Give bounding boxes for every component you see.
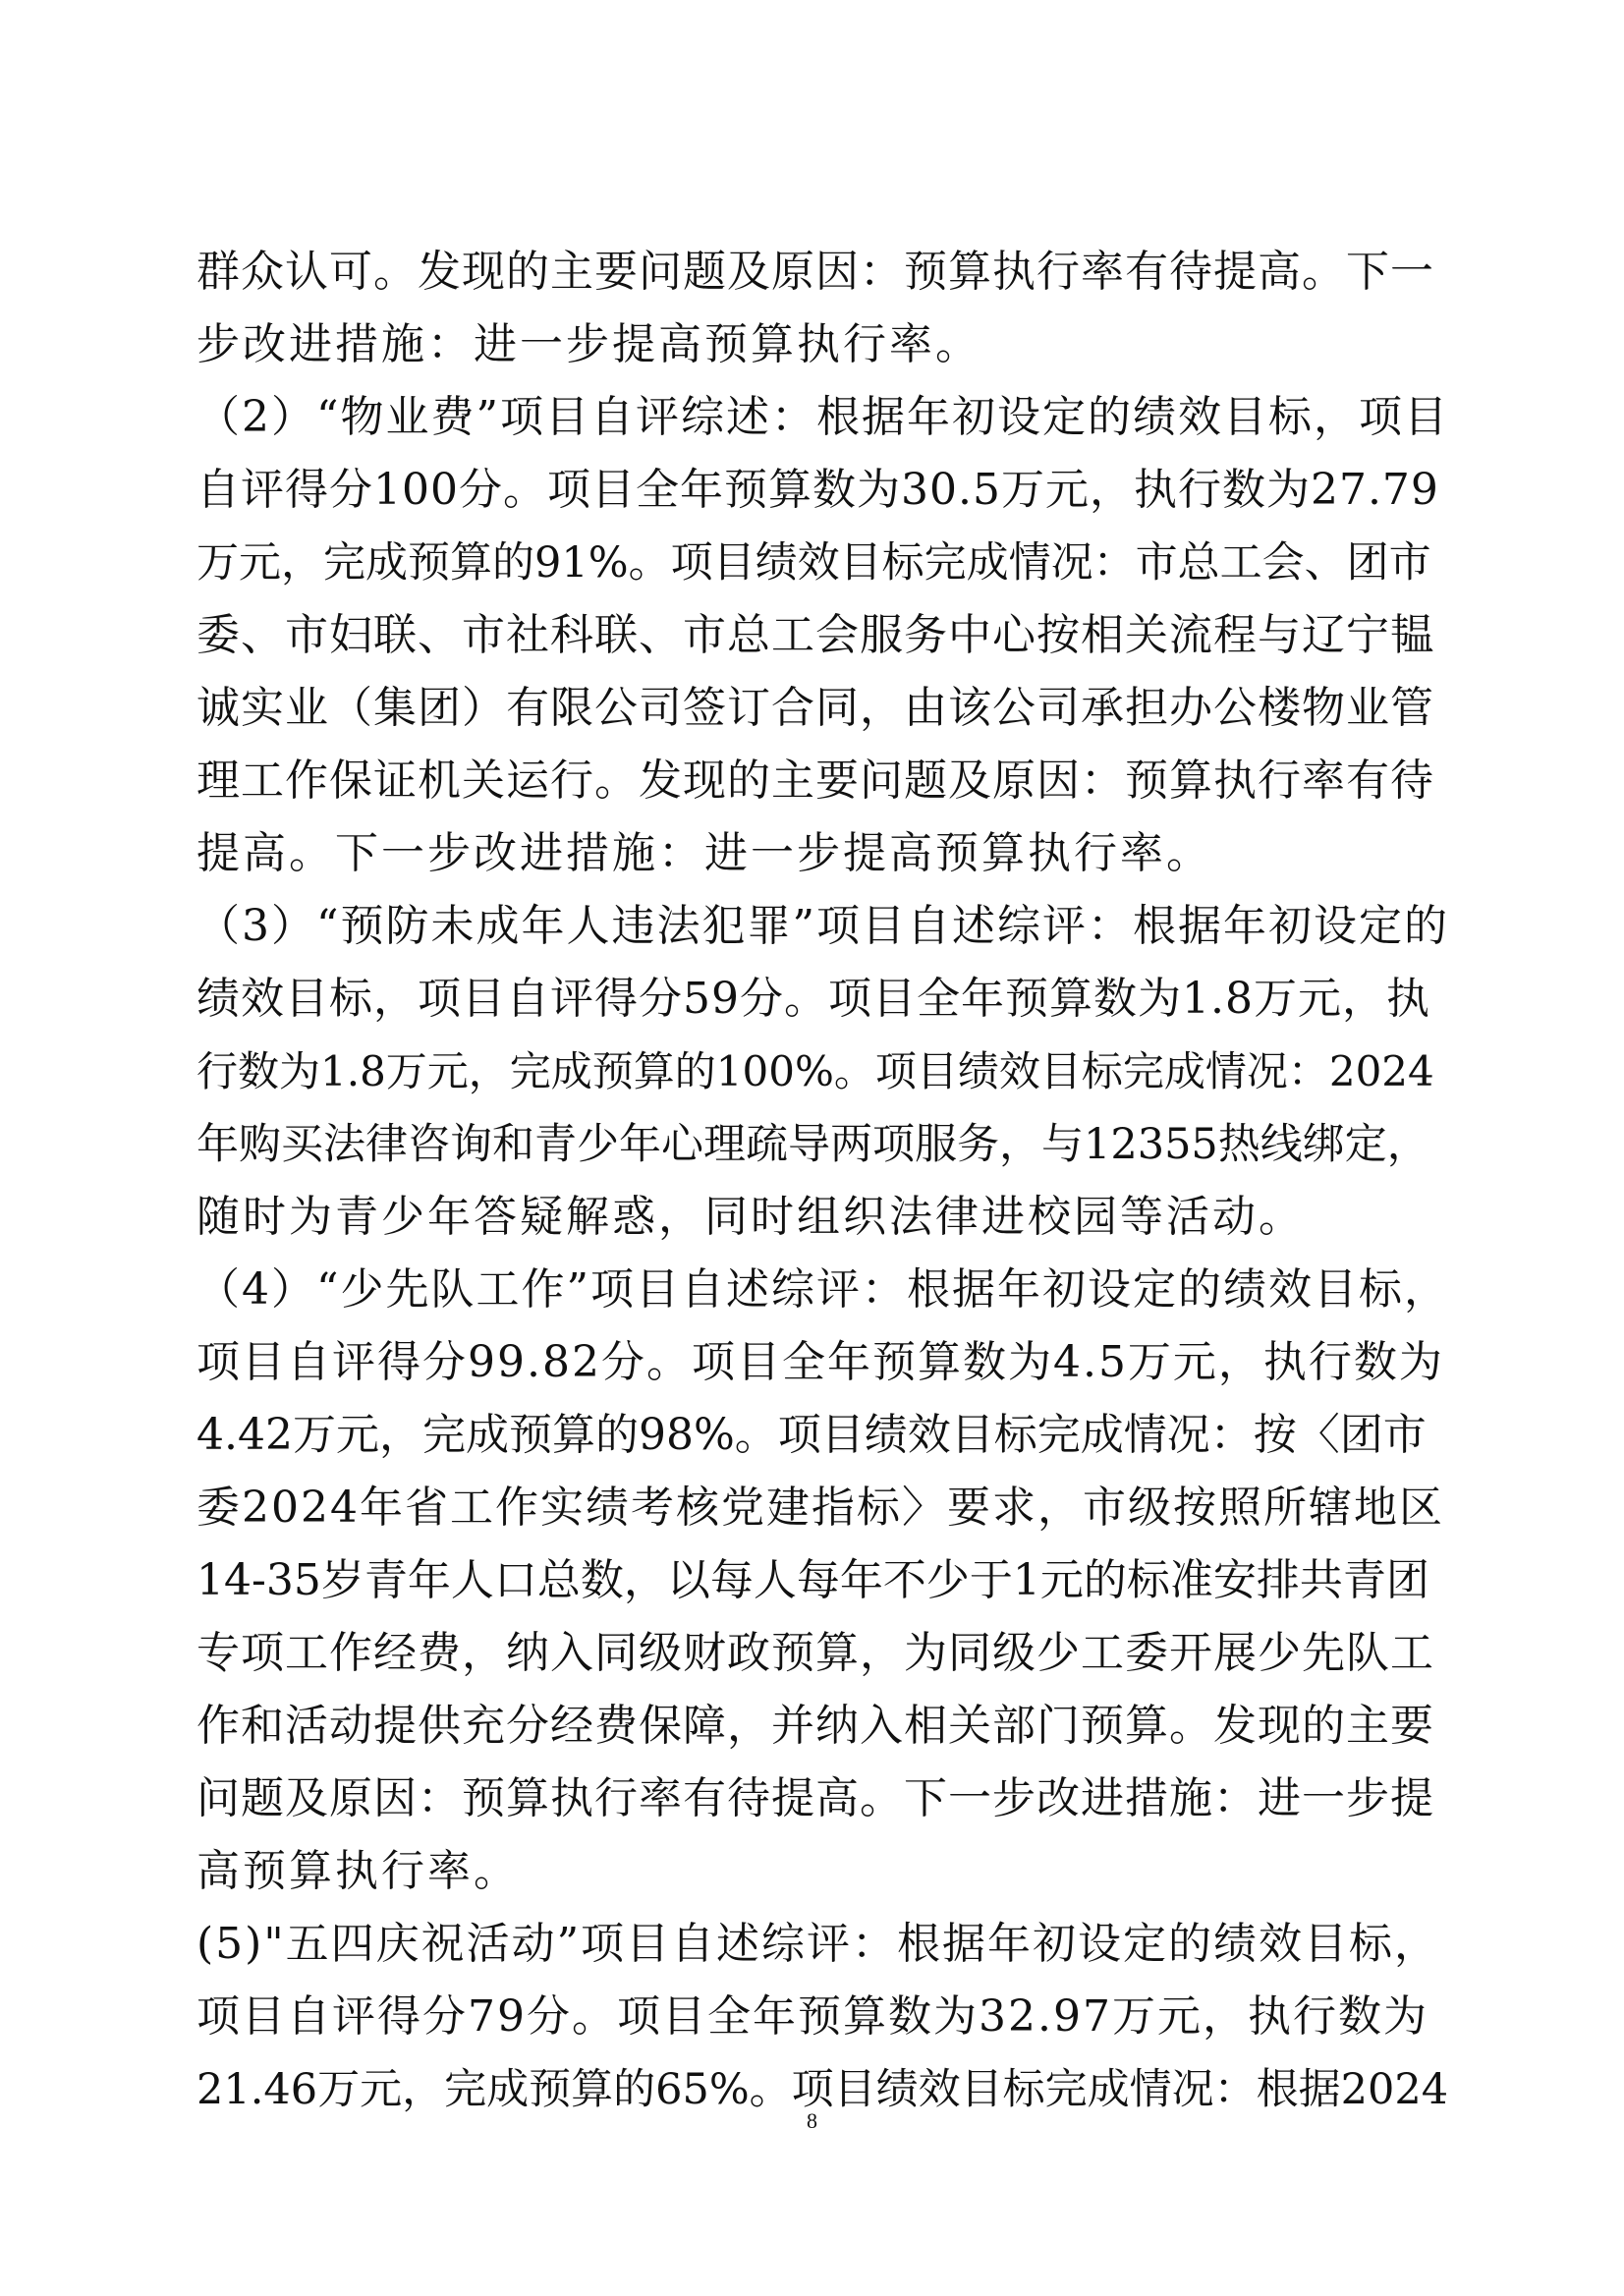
text-line: 年购买法律咨询和青少年心理疏导两项服务，与12355热线绑定， [196, 1120, 1429, 1169]
text-line: 理工作保证机关运行。发现的主要问题及原因：预算执行率有待 [196, 756, 1434, 806]
text-line: 项目自评得分79分。项目全年预算数为32.97万元，执行数为 [196, 1991, 1428, 2042]
page-number: 8 [807, 2108, 817, 2133]
text-line: 群众认可。发现的主要问题及原因：预算执行率有待提高。下一 [196, 247, 1434, 297]
text-line: (5)"五四庆祝活动”项目自述综评：根据年初设定的绩效目标， [196, 1919, 1440, 1969]
text-line: 专项工作经费，纳入同级财政预算，为同级少工委开展少先队工 [196, 1628, 1434, 1678]
text-line: 自评得分100分。项目全年预算数为30.5万元，执行数为27.79 [196, 465, 1439, 515]
text-line: 行数为1.8万元，完成预算的100%。项目绩效目标完成情况：2024 [196, 1047, 1434, 1095]
text-line: （2）“物业费”项目自评综述：根据年初设定的绩效目标，项目 [196, 392, 1449, 442]
text-line: 高预算执行率。 [196, 1846, 520, 1896]
text-line: 提高。下一步改进措施：进一步提高预算执行率。 [196, 828, 1212, 878]
text-line: 步改进措施：进一步提高预算执行率。 [196, 319, 981, 369]
text-line: 随时为青少年答疑解惑，同时组织法律进校园等活动。 [196, 1192, 1305, 1242]
text-line: 21.46万元，完成预算的65%。项目绩效目标完成情况：根据2024 [196, 2065, 1449, 2114]
text-line: 委、市妇联、市社科联、市总工会服务中心按相关流程与辽宁韫 [196, 610, 1434, 660]
text-line: 绩效目标，项目自评得分59分。项目全年预算数为1.8万元，执 [196, 974, 1430, 1024]
text-line: 问题及原因：预算执行率有待提高。下一步改进措施：进一步提 [196, 1773, 1434, 1823]
text-line: 14-35岁青年人口总数，以每人每年不少于1元的标准安排共青团 [196, 1555, 1429, 1605]
text-line: 诚实业（集团）有限公司签订合同，由该公司承担办公楼物业管 [196, 683, 1434, 733]
text-line: （4）“少先队工作”项目自述综评：根据年初设定的绩效目标， [196, 1264, 1449, 1315]
text-line: 作和活动提供充分经费保障，并纳入相关部门预算。发现的主要 [196, 1701, 1434, 1751]
text-line: 项目自评得分99.82分。项目全年预算数为4.5万元，执行数为 [196, 1337, 1444, 1387]
body-text [196, 236, 1454, 2126]
text-line: （3）“预防未成年人违法犯罪”项目自述综评：根据年初设定的 [196, 901, 1449, 951]
text-line: 委2024年省工作实绩考核党建指标〉要求，市级按照所辖地区 [196, 1483, 1444, 1533]
text-line: 万元，完成预算的91%。项目绩效目标完成情况：市总工会、团市 [196, 538, 1431, 588]
text-line: 4.42万元，完成预算的98%。项目绩效目标完成情况：按〈团市 [196, 1410, 1427, 1460]
